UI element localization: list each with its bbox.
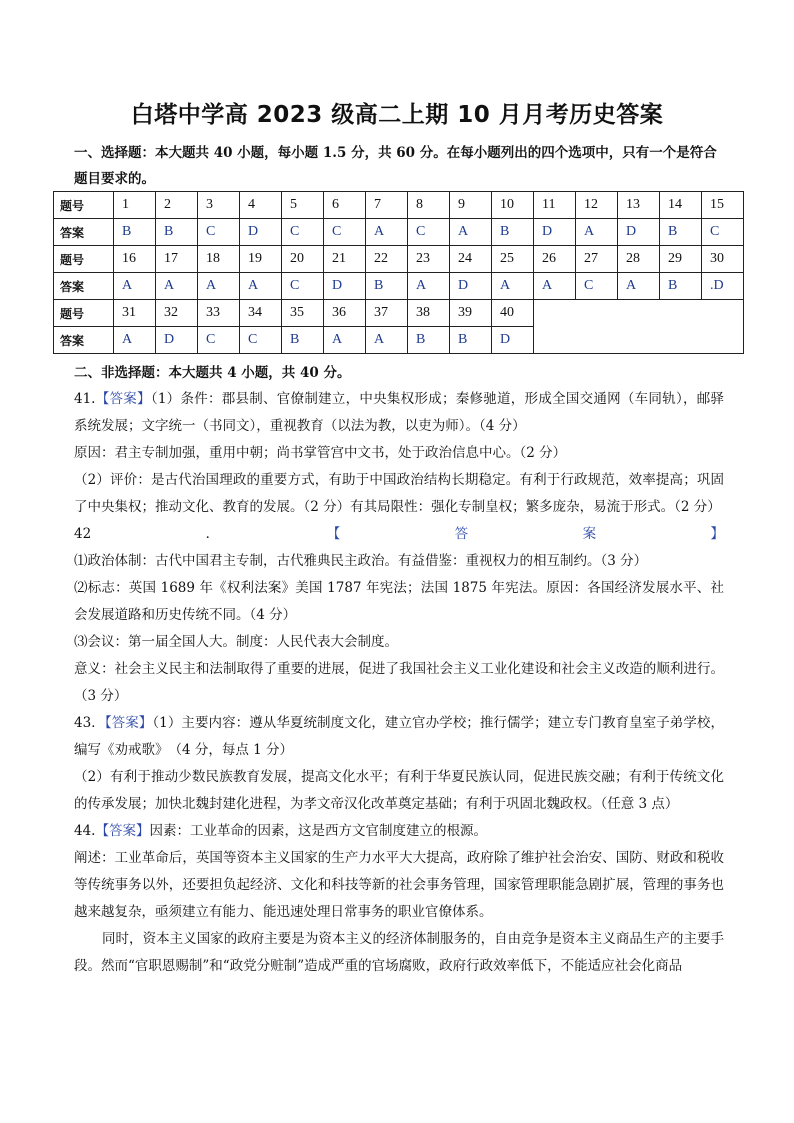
answer-paragraph (74, 710, 724, 764)
question-number-cell: 36 (324, 300, 366, 327)
answer-text: （1）主要内容：遵从华夏统制度文化，建立官办学校；推行儒学；建立专门教育皇室子弟学校，编写《劝戒歌》 （4 分，每点 1 分） (74, 715, 724, 758)
answer-paragraph (74, 386, 724, 440)
section-1-heading (74, 140, 724, 192)
question-number-cell: 28 (618, 246, 660, 273)
answer-cell: B (156, 219, 198, 246)
question-number-cell: 14 (660, 192, 702, 219)
question-number-cell: 27 (576, 246, 618, 273)
question-number-cell: 25 (492, 246, 534, 273)
table-row-numbers (54, 246, 744, 273)
question-number-cell: 8 (408, 192, 450, 219)
answer-cell: C (198, 327, 240, 354)
answer-tag: 【答案】 (95, 391, 151, 407)
question-number-cell: 18 (198, 246, 240, 273)
question-number-cell: 12 (576, 192, 618, 219)
answer-cell: A (114, 327, 156, 354)
question-number-cell: 5 (282, 192, 324, 219)
answer-cell: D (450, 273, 492, 300)
answer-text: 意义：社会主义民主和法制取得了重要的进展，促进了我国社会主义工业化建设和社会主义改造的顺利进行。（3 分） (74, 661, 724, 704)
empty-cell (534, 300, 744, 354)
answer-cell: A (576, 219, 618, 246)
answer-cell: B (660, 273, 702, 300)
question-number-cell: 23 (408, 246, 450, 273)
answer-body (74, 386, 724, 980)
answer-cell: D (492, 327, 534, 354)
answer-text: ⑴政治体制：古代中国君主专制，古代雅典民主政治。有益借鉴：重视权力的相互制约。（3 分） (74, 553, 648, 569)
answer-text: 因素：工业革命的因素，这是西方文官制度建立的根源。 (149, 823, 487, 839)
answer-text: 原因：君主专制加强，重用中朝；尚书掌管宫中文书，处于政治信息中心。（2 分） (74, 445, 567, 461)
answer-cell: A (156, 273, 198, 300)
row-label-answer: 答案 (54, 219, 114, 246)
table-row-numbers (54, 300, 744, 327)
row-label-number: 题号 (54, 246, 114, 273)
answer-cell: B (114, 219, 156, 246)
answer-cell: B (282, 327, 324, 354)
answer-cell: D (618, 219, 660, 246)
answer-cell: B (450, 327, 492, 354)
answer-text: 阐述：工业革命后，英国等资本主义国家的生产力水平大大提高，政府除了维护社会治安、国防、财政和税收等传统事务以外，还要担负起经济、文化和科技等新的社会事务管理，国家管理职能急剧扩展，管理的事务也越来越复杂，亟须建立有能力、能迅速处理日常事务的职业官僚体系。 (74, 850, 724, 920)
question-number-cell: 19 (240, 246, 282, 273)
answer-cell: A (366, 219, 408, 246)
answer-text: （2）评价：是古代治国理政的重要方式，有助于中国政治结构长期稳定。有利于行政规范，效率提高；巩固了中央集权；推动文化、教育的发展。（2 分）有其局限性：强化专制皇权；繁多庞杂，易流于形式。（2 分） (74, 472, 724, 515)
question-number-cell: 32 (156, 300, 198, 327)
question-number-cell: 9 (450, 192, 492, 219)
answer-cell: D (324, 273, 366, 300)
answer-cell: C (282, 219, 324, 246)
answer-text: （2）有利于推动少数民族教育发展，提高文化水平；有利于华夏民族认同，促进民族交融；有利于传统文化的传承发展；加快北魏封建化进程，为孝文帝汉化改革奠定基础；有利于巩固北魏政权。（任意 3 点） (74, 769, 724, 812)
answer-cell: D (156, 327, 198, 354)
answer-cell: A (534, 273, 576, 300)
answer-table (53, 191, 744, 354)
section-1-line-1: 一、选择题：本大题共 40 小题，每小题 1.5 分，共 60 分。在每小题列出的四个选项中，只有一个是符合 (74, 145, 717, 161)
answer-cell: A (366, 327, 408, 354)
answer-tag: 【答案】 (333, 526, 725, 542)
answer-cell: B (366, 273, 408, 300)
answer-cell: C (198, 219, 240, 246)
answer-paragraph (74, 926, 724, 980)
question-number-cell: 13 (618, 192, 660, 219)
answer-cell: B (660, 219, 702, 246)
answer-paragraph (74, 818, 724, 845)
answer-paragraph (74, 629, 724, 656)
answer-cell: A (408, 273, 450, 300)
question-number-cell: 31 (114, 300, 156, 327)
answer-text: （1）条件：郡县制、官僚制建立，中央集权形成；秦修驰道，形成全国交通网（车同轨），邮驿系统发展；文字统一（书同文），重视教育（以法为教，以吏为师）。（4 分） (74, 391, 725, 434)
table-row-answers (54, 219, 744, 246)
answer-cell: C (324, 219, 366, 246)
answer-paragraph (74, 521, 724, 575)
question-number-cell: 20 (282, 246, 324, 273)
question-number-cell: 33 (198, 300, 240, 327)
answer-cell: A (198, 273, 240, 300)
answer-tag: 【答案】 (104, 715, 153, 731)
question-number: 42． (74, 526, 334, 542)
question-number-cell: 34 (240, 300, 282, 327)
question-number-cell: 29 (660, 246, 702, 273)
question-number-cell: 40 (492, 300, 534, 327)
answer-cell: C (576, 273, 618, 300)
answer-text: ⑶会议：第一届全国人大。制度：人民代表大会制度。 (74, 634, 398, 650)
question-number-cell: 35 (282, 300, 324, 327)
answer-cell: D (534, 219, 576, 246)
question-number-cell: 6 (324, 192, 366, 219)
question-number: 44. (74, 823, 96, 839)
answer-cell: C (702, 219, 744, 246)
answer-paragraph (74, 845, 724, 926)
answer-paragraph (74, 656, 724, 710)
question-number-cell: 16 (114, 246, 156, 273)
table-row-answers (54, 273, 744, 300)
answer-cell: B (492, 219, 534, 246)
answer-cell: A (492, 273, 534, 300)
question-number-cell: 10 (492, 192, 534, 219)
answer-cell: .D (702, 273, 744, 300)
answer-cell: A (324, 327, 366, 354)
answer-cell: C (240, 327, 282, 354)
question-number-cell: 2 (156, 192, 198, 219)
question-number-cell: 17 (156, 246, 198, 273)
row-label-number: 题号 (54, 300, 114, 327)
question-number-cell: 37 (366, 300, 408, 327)
question-number-cell: 3 (198, 192, 240, 219)
question-number-cell: 26 (534, 246, 576, 273)
question-number-cell: 21 (324, 246, 366, 273)
answer-paragraph (74, 467, 724, 521)
answer-cell: D (240, 219, 282, 246)
row-label-answer: 答案 (54, 327, 114, 354)
question-number-cell: 11 (534, 192, 576, 219)
answer-cell: A (450, 219, 492, 246)
row-label-number: 题号 (54, 192, 114, 219)
answer-text: 同时，资本主义国家的政府主要是为资本主义的经济体制服务的，自由竞争是资本主义商品生产的主要手段。然而“官职恩赐制”和“政党分赃制”造成严重的官场腐败，政府行政效率低下，不能适应社会化商品 (74, 931, 724, 974)
question-number-cell: 30 (702, 246, 744, 273)
question-number-cell: 38 (408, 300, 450, 327)
answer-cell: C (282, 273, 324, 300)
question-number-cell: 15 (702, 192, 744, 219)
page-title: 白塔中学高 2023 级高二上期 10 月月考历史答案 (130, 102, 664, 128)
table-row-numbers (54, 192, 744, 219)
answer-text: ⑵标志：英国 1689 年《权利法案》美国 1787 年宪法；法国 1875 年宪法。原因：各国经济发展水平、社会发展道路和历史传统不同。（4 分） (74, 580, 724, 623)
answer-cell: A (618, 273, 660, 300)
question-number-cell: 4 (240, 192, 282, 219)
question-number-cell: 24 (450, 246, 492, 273)
answer-paragraph (74, 440, 724, 467)
answer-paragraph (74, 575, 724, 629)
question-number: 43． (74, 715, 105, 731)
answer-cell: C (408, 219, 450, 246)
question-number-cell: 7 (366, 192, 408, 219)
row-label-answer: 答案 (54, 273, 114, 300)
section-1-line-2: 题目要求的。 (74, 171, 155, 187)
answer-cell: B (408, 327, 450, 354)
question-number: 41. (74, 391, 96, 407)
section-2-heading: 二、非选择题：本大题共 4 小题，共 40 分。 (74, 365, 351, 381)
answer-tag: 【答案】 (95, 823, 150, 839)
question-number-cell: 39 (450, 300, 492, 327)
answer-paragraph (74, 764, 724, 818)
answer-cell: A (114, 273, 156, 300)
question-number-cell: 22 (366, 246, 408, 273)
question-number-cell: 1 (114, 192, 156, 219)
answer-cell: A (240, 273, 282, 300)
